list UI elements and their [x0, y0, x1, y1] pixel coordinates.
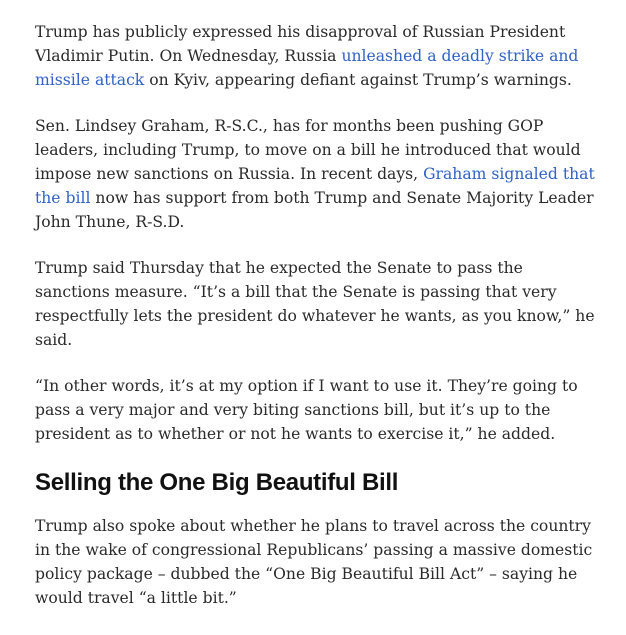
paragraph-text: Sen. Lindsey Graham, R-S.C., has for months been pushing GOP leaders, including Trump, to move on a bill he introduced that would impose new sanctions on Russia. In recent days, — [35, 117, 581, 183]
paragraph-putin-disapproval — [35, 20, 595, 92]
paragraph-senate-pass: Trump said Thursday that he expected the Senate to pass the sanctions measure. “It’s a bill that the Senate is passing that very respectfully lets the president do whatever he wants, as you know,” he said. — [35, 259, 595, 349]
paragraph-text: Trump has publicly expressed his disapproval of Russian President Vladimir Putin. On Wednesday, Russia — [35, 23, 566, 65]
link-deadly-strike[interactable]: unleashed a deadly strike and missile attack — [35, 47, 579, 89]
paragraph-text: on Kyiv, appearing defiant against Trump’s warnings. — [144, 71, 572, 89]
paragraph-option-quote: “In other words, it’s at my option if I want to use it. They’re going to pass a very major and very biting sanctions bill, but it’s up to the president as to whether or not he wants to exercise it,” he added. — [35, 377, 578, 443]
link-graham-signaled[interactable]: Graham signaled that the bill — [35, 165, 595, 207]
paragraph-text: now has support from both Trump and Senate Majority Leader John Thune, R-S.D. — [35, 189, 594, 231]
section-heading: Selling the One Big Beautiful Bill — [35, 469, 399, 496]
paragraph-travel: Trump also spoke about whether he plans to travel across the country in the wake of congressional Republicans’ passing a massive domestic policy package – dubbed the “One Big Beautiful Bill Act” – saying he would travel “a little bit.” — [35, 517, 593, 607]
paragraph-graham-sanctions — [35, 114, 595, 234]
article-body — [35, 20, 595, 632]
